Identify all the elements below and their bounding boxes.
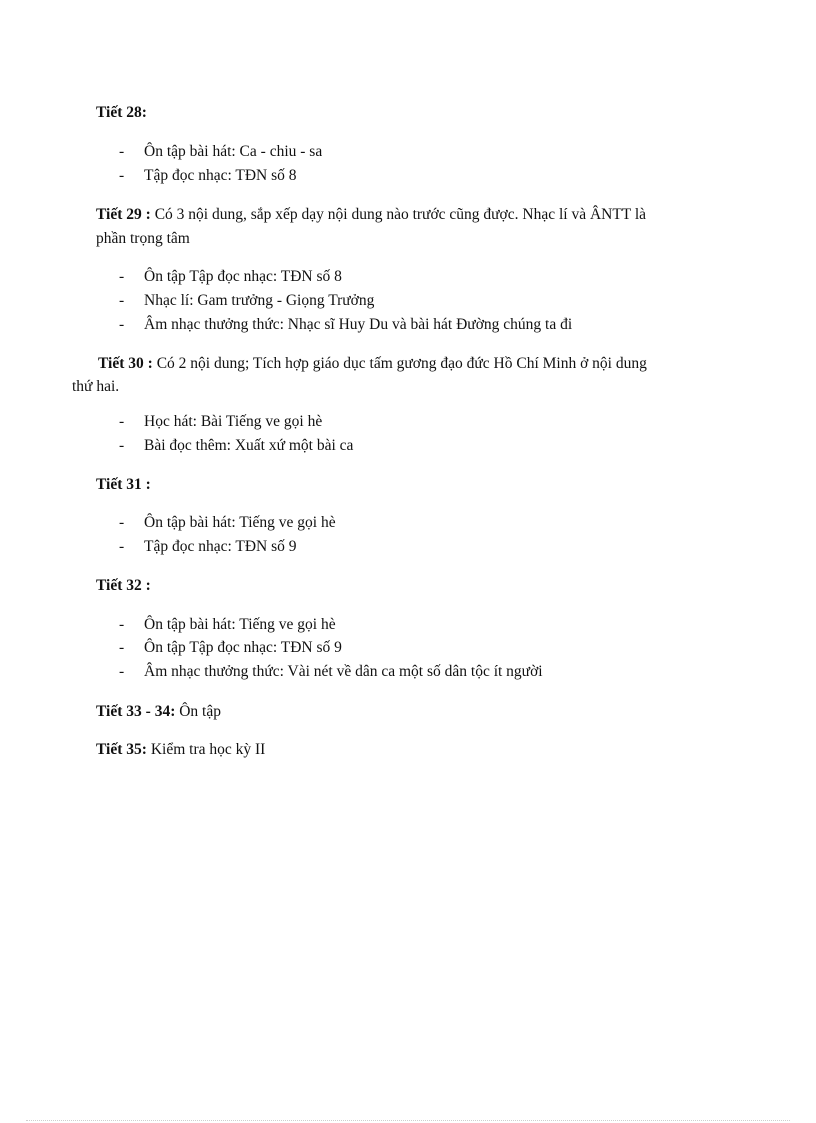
bullet-dash: - xyxy=(119,413,125,430)
bullet-dash: - xyxy=(119,437,125,454)
list-item: Ôn tập Tập đọc nhạc: TĐN số 9 xyxy=(144,639,342,656)
list-item: Âm nhạc thưởng thức: Vài nét về dân ca một số dân tộc ít người xyxy=(144,663,543,680)
paragraph-tiet-33-34 xyxy=(96,702,221,722)
list-item: Ôn tập Tập đọc nhạc: TĐN số 8 xyxy=(144,268,342,285)
paragraph-tiet-30 xyxy=(98,354,647,374)
list-item: Ôn tập bài hát: Tiếng ve gọi hè xyxy=(144,616,336,633)
list-item: Bài đọc thêm: Xuất xứ một bài ca xyxy=(144,437,354,454)
paragraph-text: Ôn tập xyxy=(179,703,221,720)
bullet-dash: - xyxy=(119,292,125,309)
heading-tiet-30: Tiết 30 : xyxy=(98,355,153,372)
paragraph-text: Có 2 nội dung; Tích hợp giáo dục tấm gương đạo đức Hồ Chí Minh ở nội dung xyxy=(156,355,647,372)
heading-tiet-35: Tiết 35: xyxy=(96,741,147,758)
heading-tiet-28: Tiết 28: xyxy=(96,104,147,121)
list-item: Nhạc lí: Gam trưởng - Giọng Trưởng xyxy=(144,292,375,309)
bullet-dash: - xyxy=(119,663,125,680)
list-item: Âm nhạc thưởng thức: Nhạc sĩ Huy Du và bài hát Đường chúng ta đi xyxy=(144,316,573,333)
paragraph-tiet-29 xyxy=(96,205,646,225)
paragraph-text: phần trọng tâm xyxy=(96,230,190,247)
bullet-dash: - xyxy=(119,167,125,184)
heading-tiet-32: Tiết 32 : xyxy=(96,577,151,594)
list-item: Tập đọc nhạc: TĐN số 8 xyxy=(144,167,297,184)
list-item: Ôn tập bài hát: Ca - chiu - sa xyxy=(144,143,323,160)
bullet-dash: - xyxy=(119,639,125,656)
paragraph-text: Kiểm tra học kỳ II xyxy=(150,741,266,758)
bullet-dash: - xyxy=(119,616,125,633)
bullet-dash: - xyxy=(119,316,125,333)
paragraph-text: thứ hai. xyxy=(72,378,120,395)
heading-tiet-33-34: Tiết 33 - 34: xyxy=(96,703,176,720)
heading-tiet-29: Tiết 29 : xyxy=(96,206,151,223)
bullet-dash: - xyxy=(119,268,125,285)
page-bottom-rule xyxy=(26,1120,790,1121)
heading-tiet-31: Tiết 31 : xyxy=(96,476,151,493)
list-item: Học hát: Bài Tiếng ve gọi hè xyxy=(144,413,323,430)
bullet-dash: - xyxy=(119,514,125,531)
paragraph-text: Có 3 nội dung, sắp xếp dạy nội dung nào trước cũng được. Nhạc lí và ÂNTT là xyxy=(154,206,647,223)
bullet-dash: - xyxy=(119,143,125,160)
list-item: Ôn tập bài hát: Tiếng ve gọi hè xyxy=(144,514,336,531)
paragraph-tiet-35 xyxy=(96,740,265,760)
list-item: Tập đọc nhạc: TĐN số 9 xyxy=(144,538,297,555)
bullet-dash: - xyxy=(119,538,125,555)
